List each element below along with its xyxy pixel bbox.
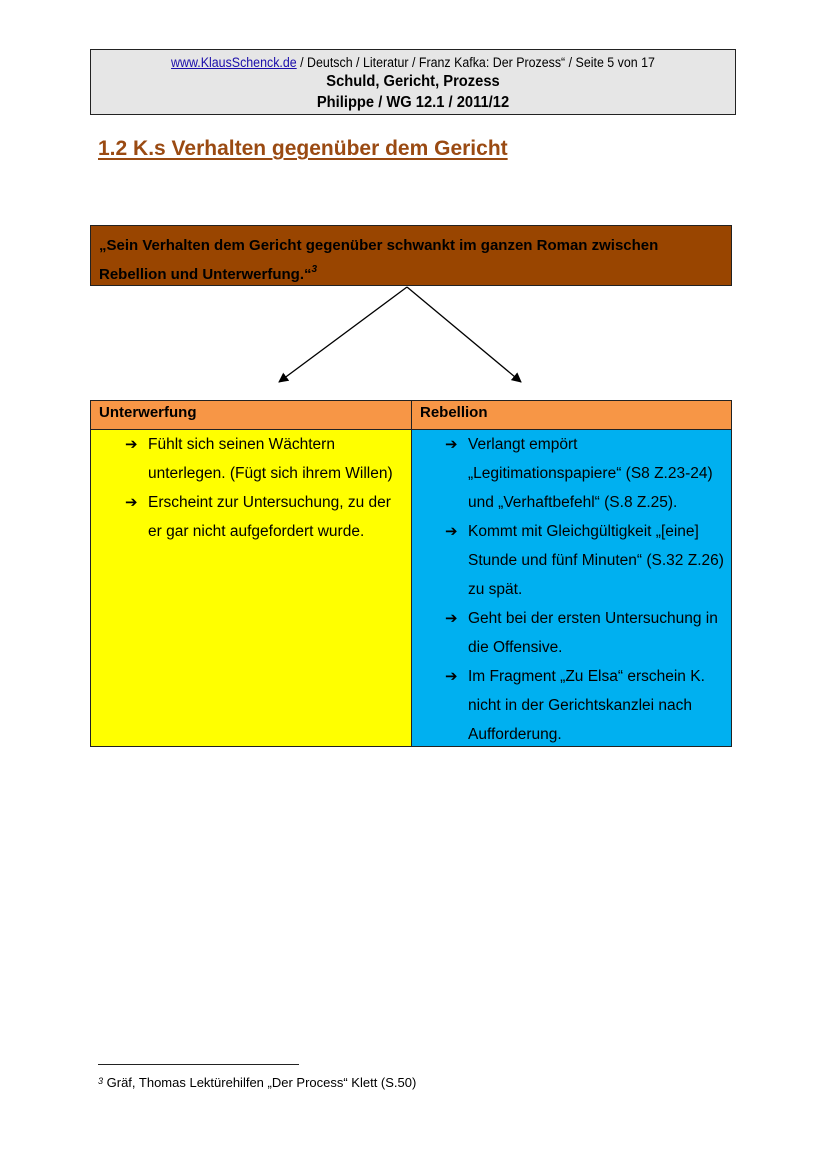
header-path: / Deutsch / Literatur / Franz Kafka: Der Prozess“ / Seite 5 von 17 [296, 55, 655, 70]
arrow-down-right-icon [407, 287, 521, 382]
header-subtitle: Philippe / WG 12.1 / 2011/12 [316, 94, 510, 111]
column-header: Unterwerfung [91, 401, 411, 430]
right-arrow-bullet-icon: ➔ [445, 436, 458, 453]
arrow-down-left-icon [279, 287, 407, 382]
list-item [125, 488, 407, 546]
quote-text: „Sein Verhalten dem Gericht gegenüber schwankt im ganzen Roman zwischen Rebellion und Unterwerfung.“ [99, 237, 659, 283]
branch-arrows [0, 0, 828, 400]
column-unterwerfung [91, 401, 412, 746]
list-item [445, 517, 725, 604]
right-arrow-bullet-icon: ➔ [445, 668, 458, 685]
section-heading: 1.2 K.s Verhalten gegenüber dem Gericht [98, 137, 508, 160]
quote-footnote-ref: 3 [311, 264, 318, 275]
list-item-text: Geht bei der ersten Untersuchung in die Offensive. [468, 610, 718, 656]
footnote-text: Gräf, Thomas Lektürehilfen „Der Process“ Klett (S.50) [103, 1075, 417, 1090]
footnote-divider [98, 1064, 299, 1065]
right-arrow-bullet-icon: ➔ [125, 436, 138, 453]
right-arrow-bullet-icon: ➔ [125, 494, 138, 511]
column-rebellion [412, 401, 731, 746]
list-item [445, 604, 725, 662]
list-item-text: Verlangt empört „Legitimationspapiere“ (S8 Z.23-24) und „Verhaftbefehl“ (S.8 Z.25). [468, 436, 713, 511]
list-item [445, 662, 725, 749]
comparison-table [90, 400, 732, 747]
right-arrow-bullet-icon: ➔ [445, 610, 458, 627]
site-link[interactable]: www.KlausSchenck.de [171, 55, 297, 70]
list-item-text: Fühlt sich seinen Wächtern unterlegen. (Fügt sich ihrem Willen) [148, 436, 393, 482]
list-item-text: Kommt mit Gleichgültigkeit „[eine] Stunde und fünf Minuten“ (S.32 Z.26) zu spät. [468, 523, 724, 598]
list-item [445, 430, 725, 517]
footnote [98, 1075, 416, 1090]
item-list [91, 430, 411, 546]
column-header: Rebellion [412, 401, 731, 430]
item-list [412, 430, 731, 749]
list-item-text: Im Fragment „Zu Elsa“ erschein K. nicht in der Gerichtskanzlei nach Aufforderung. [468, 668, 705, 743]
list-item [125, 430, 407, 488]
list-item-text: Erscheint zur Untersuchung, zu der er gar nicht aufgefordert wurde. [148, 494, 391, 540]
header-title: Schuld, Gericht, Prozess [326, 73, 500, 90]
footnote-number: 3 [98, 1076, 104, 1086]
right-arrow-bullet-icon: ➔ [445, 523, 458, 540]
